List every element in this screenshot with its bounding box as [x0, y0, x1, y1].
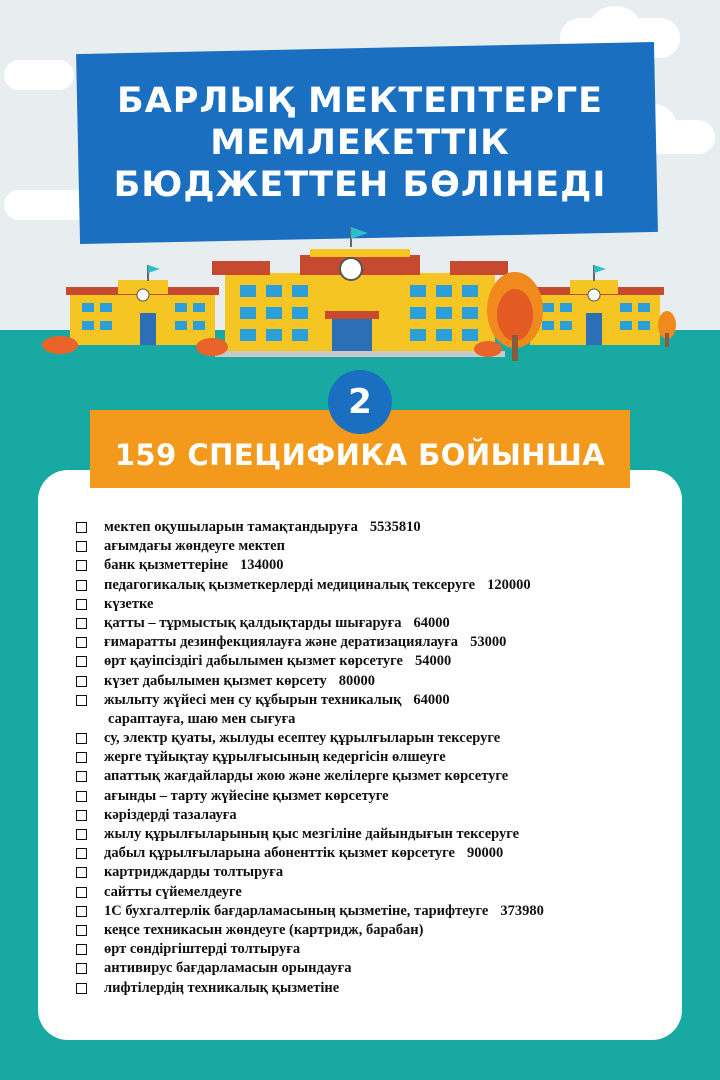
number-badge: 2 [328, 370, 392, 434]
school-illustration [0, 225, 720, 365]
checkbox-bullet-icon [76, 618, 87, 629]
list-item [74, 806, 694, 825]
list-item-amount: 120000 [487, 576, 531, 593]
list-item [74, 518, 694, 537]
checkbox-bullet-icon [76, 925, 87, 936]
list-item-text: жылу құрылғыларының қыс мезгіліне дайындығын тексеруге [104, 826, 520, 842]
list-item-amount: 64000 [413, 614, 450, 631]
checkbox-bullet-icon [76, 656, 87, 667]
expense-list [74, 518, 694, 998]
list-item-amount: 64000 [413, 691, 450, 708]
title-line-3: БЮДЖЕТТЕН БӨЛІНЕДІ [113, 165, 607, 205]
list-item-text: жылыту жүйесі мен су құбырын техникалық [104, 691, 402, 708]
list-item-text: жерге тұйықтау құрылғысының кедергісін өлшеуге [104, 749, 446, 766]
list-item-text: ғимаратты дезинфекциялауға және дератизациялауға [104, 634, 459, 651]
list-item-text: 1С бухгалтерлік бағдарламасының қызметіне, тарифтеуге [104, 902, 489, 919]
list-item-text: банк қызметтеріне [104, 557, 229, 574]
checkbox-bullet-icon [76, 580, 87, 591]
checkbox-bullet-icon [76, 541, 87, 552]
list-item-text: өрт қауіпсіздігі дабылымен қызмет көрсетуге [104, 653, 403, 670]
list-item [74, 633, 694, 652]
list-item-text: ағынды – тарту жүйесіне қызмет көрсетуге [104, 787, 389, 804]
list-item [74, 614, 694, 633]
title-line-1: БАРЛЫҚ МЕКТЕПТЕРГЕ [116, 81, 604, 121]
list-item [74, 748, 694, 767]
list-item-amount: 5535810 [369, 519, 421, 535]
list-item-text: апаттық жағдайларды жою және желілерге қызмет көрсетуге [104, 768, 509, 785]
checkbox-bullet-icon [76, 560, 87, 571]
checkbox-bullet-icon [76, 867, 87, 878]
page-title [80, 80, 640, 206]
checkbox-bullet-icon [76, 771, 87, 782]
list-item-text: кәріздерді тазалауға [104, 806, 237, 823]
checkbox-bullet-icon [76, 848, 87, 859]
list-item-amount: 80000 [338, 672, 376, 689]
list-item-text: су, электр қуаты, жылуды есептеу құрылғыларын тексеруге [104, 730, 501, 747]
list-item [74, 595, 694, 614]
list-item [74, 825, 694, 844]
list-item [74, 959, 694, 978]
list-item-text: дабыл құрылғыларына абоненттік қызмет көрсетуге [104, 845, 455, 862]
list-item [74, 940, 694, 959]
list-item-text: күзет дабылымен қызмет көрсету [104, 672, 327, 689]
checkbox-bullet-icon [76, 733, 87, 744]
list-item-amount: 134000 [240, 557, 284, 574]
checkbox-bullet-icon [76, 791, 87, 802]
list-item-text: өрт сөндіргіштерді толтыруға [104, 941, 301, 958]
checkbox-bullet-icon [76, 599, 87, 610]
school-building-center [212, 227, 508, 357]
list-item-amount: 54000 [415, 653, 452, 670]
list-item-text: картридждарды толтыруға [104, 864, 284, 881]
list-item [74, 787, 694, 806]
list-item-text: кеңсе техникасын жөндеуге (картридж, барабан) [104, 921, 424, 938]
list-item [74, 729, 694, 748]
school-building-right [526, 265, 664, 345]
checkbox-bullet-icon [76, 695, 87, 706]
school-building-left [66, 265, 219, 345]
banner-text: 159 СПЕЦИФИКА БОЙЫНША [114, 438, 606, 472]
checkbox-bullet-icon [76, 829, 87, 840]
list-item-text: антивирус бағдарламасын орындауға [104, 960, 352, 977]
list-item-amount: 90000 [467, 845, 504, 862]
checkbox-bullet-icon [76, 906, 87, 917]
list-item [74, 672, 694, 691]
list-item-text: қатты – тұрмыстық қалдықтарды шығаруға [104, 614, 402, 631]
checkbox-bullet-icon [76, 963, 87, 974]
list-item-text: күзетке [104, 595, 154, 612]
list-item-text: педагогикалық қызметкерлерді медициналық тексеруге [104, 576, 476, 593]
checkbox-bullet-icon [76, 676, 87, 687]
checkbox-bullet-icon [76, 944, 87, 955]
list-item-text: сараптауға, шаю мен сығуға [108, 710, 296, 727]
list-item [74, 921, 694, 940]
title-line-2: МЕМЛЕКЕТТІК [210, 123, 510, 163]
cloud-decoration [590, 6, 640, 46]
list-item [74, 767, 694, 786]
list-item [74, 556, 694, 575]
list-item [74, 863, 694, 882]
list-item [74, 576, 694, 595]
cloud-decoration [4, 60, 74, 90]
checkbox-bullet-icon [76, 983, 87, 994]
list-item-amount: 373980 [500, 902, 544, 919]
list-item [74, 537, 694, 556]
checkbox-bullet-icon [76, 752, 87, 763]
list-item [74, 979, 694, 998]
list-item [74, 844, 694, 863]
checkbox-bullet-icon [76, 522, 87, 533]
list-item-amount: 53000 [470, 634, 507, 651]
list-item-text: ағымдағы жөндеуге мектеп [104, 538, 285, 555]
list-item-text: мектеп оқушыларын тамақтандыруға [104, 519, 358, 535]
list-item [74, 691, 694, 710]
list-item [74, 710, 694, 729]
checkbox-bullet-icon [76, 887, 87, 898]
list-item-text: сайтты сүйемелдеуге [104, 883, 242, 900]
list-item [74, 652, 694, 671]
list-item [74, 883, 694, 902]
list-item [74, 902, 694, 921]
checkbox-bullet-icon [76, 810, 87, 821]
checkbox-bullet-icon [76, 637, 87, 648]
list-item-text: лифтілердің техникалық қызметіне [104, 979, 340, 996]
